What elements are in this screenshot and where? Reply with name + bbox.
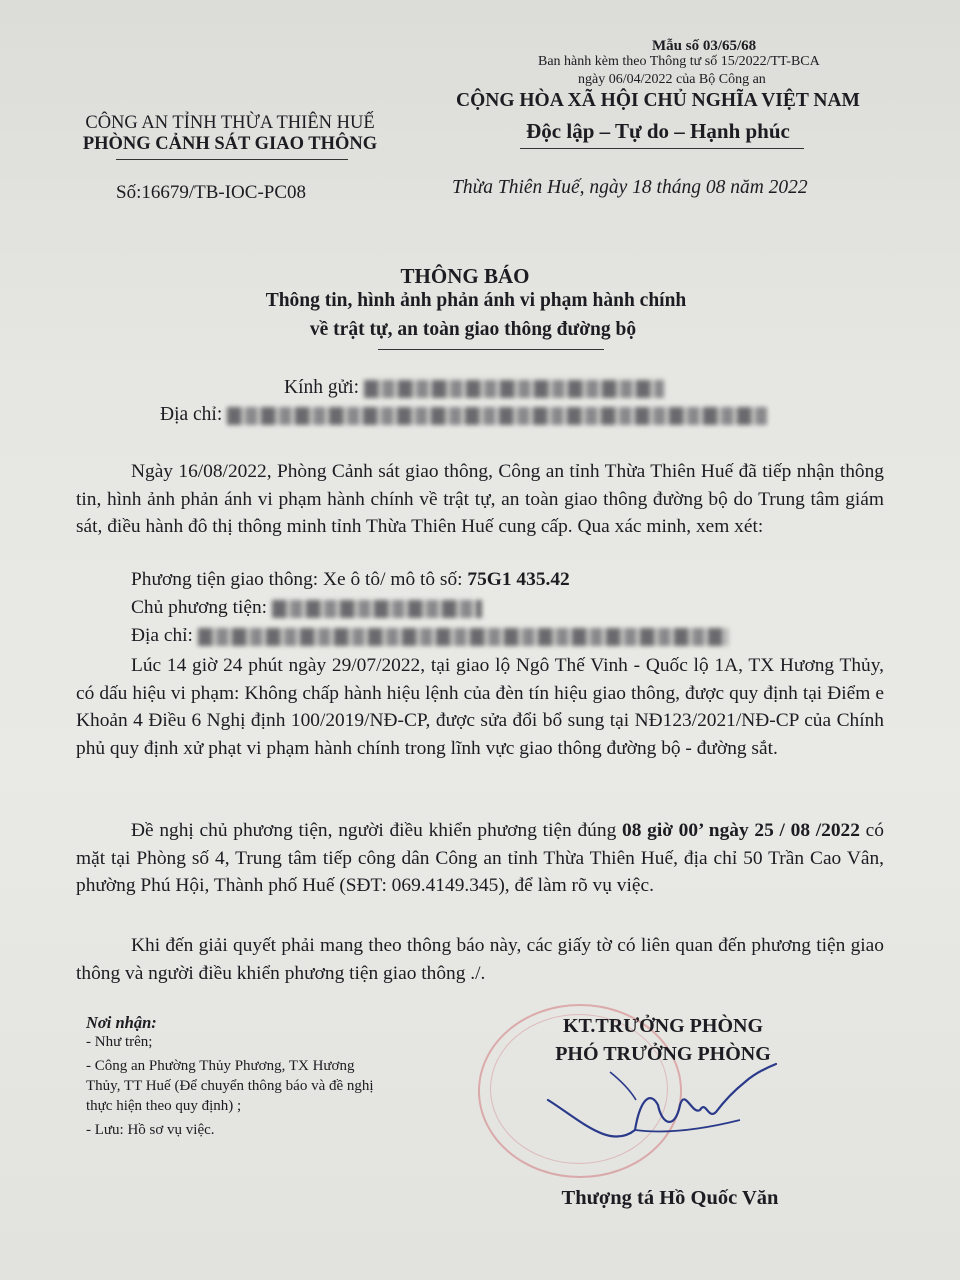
redacted-owner-address bbox=[198, 628, 728, 646]
notice-subtitle-1: Thông tin, hình ảnh phản ánh vi phạm hành chính bbox=[265, 290, 687, 311]
agency-top: CÔNG AN TỈNH THỪA THIÊN HUẾ bbox=[85, 113, 375, 133]
agency-sub: PHÒNG CẢNH SÁT GIAO THÔNG bbox=[82, 134, 378, 154]
motto-underline bbox=[520, 148, 804, 149]
title-underline bbox=[378, 349, 604, 350]
handwritten-signature bbox=[540, 1060, 780, 1160]
notice-title: THÔNG BÁO bbox=[400, 264, 530, 288]
address-label: Địa chỉ: bbox=[160, 404, 223, 425]
paragraph-3-start: Đề nghị chủ phương tiện, người điều khiển phương tiện đúng bbox=[131, 820, 622, 841]
motto: Độc lập – Tự do – Hạnh phúc bbox=[526, 119, 790, 143]
redacted-recipient bbox=[364, 380, 664, 398]
recipients-item-1: - Như trên; bbox=[86, 1034, 153, 1050]
recipients-item-2b: Thủy, TT Huế (Để chuyển thông báo và đề nghị bbox=[86, 1078, 374, 1094]
recipients-item-2a: - Công an Phường Thủy Phương, TX Hương bbox=[86, 1058, 355, 1074]
paragraph-3-end: có mặt tại Phòng số 4, Trung tâm tiếp công dân Công an tỉnh Thừa Thiên Huế, địa chỉ 50 Trần Cao Vân, phường Phú Hội, Thành phố Huế (SĐT: 069.4149.345), để làm rõ vụ việc. bbox=[76, 820, 884, 897]
republic-title: CỘNG HÒA XÃ HỘI CHỦ NGHĨA VIỆT NAM bbox=[456, 90, 860, 111]
form-issued-line1: Ban hành kèm theo Thông tư số 15/2022/TT-BCA bbox=[538, 54, 820, 69]
signer-name: Thượng tá Hồ Quốc Văn bbox=[561, 1187, 779, 1209]
place-date: Thừa Thiên Huế, ngày 18 tháng 08 năm 2022 bbox=[452, 177, 808, 198]
paragraph-2: Lúc 14 giờ 24 phút ngày 29/07/2022, tại giao lộ Ngô Thế Vinh - Quốc lộ 1A, TX Hương Thủy, có dấu hiệu vi phạm: Không chấp hành hiệu lệnh của đèn tín hiệu giao thông, được quy định tại Điểm e Khoản 4 Điều 6 Nghị định 100/2019/NĐ-CP, được sửa đổi bổ sung tại NĐ123/2021/NĐ-CP của Chính phủ quy định xử phạt vi phạm hành chính trong lĩnh vực giao thông đường bộ - đường sắt. bbox=[76, 655, 884, 759]
agency-underline bbox=[116, 159, 348, 160]
recipients-item-3: - Lưu: Hồ sơ vụ việc. bbox=[86, 1122, 215, 1138]
vehicle-plate: 75G1 435.42 bbox=[467, 569, 570, 590]
owner-line bbox=[131, 597, 482, 619]
paragraph-4: Khi đến giải quyết phải mang theo thông báo này, các giấy tờ có liên quan đến phương tiện giao thông và người điều khiển phương tiện giao thông ./. bbox=[76, 935, 884, 984]
recipients-item-2c: thực hiện theo quy định) ; bbox=[86, 1098, 242, 1114]
notice-subtitle-2: về trật tự, an toàn giao thông đường bộ bbox=[309, 319, 637, 340]
owner-address-line bbox=[131, 625, 728, 647]
redacted-owner bbox=[272, 600, 482, 618]
owner-label: Chủ phương tiện: bbox=[131, 597, 268, 618]
vehicle-line bbox=[131, 569, 570, 591]
to-label: Kính gửi: bbox=[284, 377, 360, 398]
owner-address-label: Địa chỉ: bbox=[131, 625, 193, 646]
form-number: Mẫu số 03/65/68 bbox=[652, 38, 757, 54]
signer-role-2: PHÓ TRƯỞNG PHÒNG bbox=[555, 1043, 771, 1065]
signer-role-1: KT.TRƯỞNG PHÒNG bbox=[563, 1015, 763, 1037]
vehicle-label: Phương tiện giao thông: Xe ô tô/ mô tô số: bbox=[131, 569, 468, 590]
recipient-address-line bbox=[160, 404, 767, 426]
recipients-label: Nơi nhận: bbox=[86, 1013, 157, 1032]
to-line bbox=[284, 377, 664, 399]
redacted-address bbox=[227, 407, 767, 425]
document-number: Số:16679/TB-IOC-PC08 bbox=[116, 182, 307, 203]
form-issued-line2: ngày 06/04/2022 của Bộ Công an bbox=[578, 72, 766, 87]
paragraph-1: Ngày 16/08/2022, Phòng Cảnh sát giao thông, Công an tỉnh Thừa Thiên Huế đã tiếp nhận thông tin, hình ảnh phản ánh vi phạm hành chính về trật tự, an toàn giao thông đường bộ do Trung tâm giám sát, điều hành đô thị thông minh tỉnh Thừa Thiên Huế cung cấp. Qua xác minh, xem xét: bbox=[76, 461, 884, 538]
appointment-time: 08 giờ 00’ ngày 25 / 08 /2022 bbox=[622, 820, 860, 841]
paragraph-3 bbox=[76, 817, 884, 900]
